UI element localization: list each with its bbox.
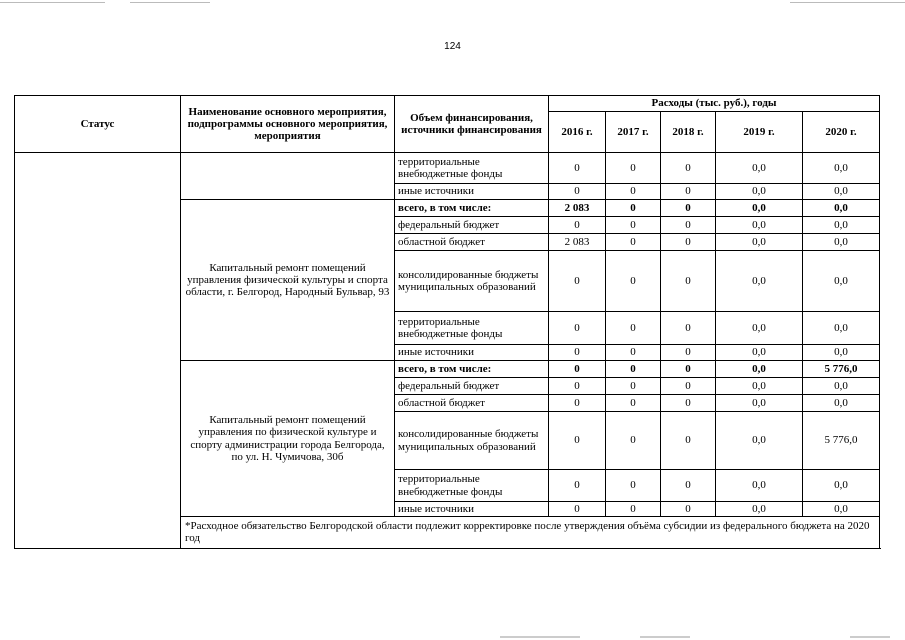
- value-cell: 0: [606, 502, 661, 517]
- value-cell: 0,0: [716, 378, 803, 395]
- source-cell: областной бюджет: [395, 234, 549, 251]
- value-cell: 0: [606, 361, 661, 378]
- activity-name: Капитальный ремонт помещений управления по физической культуре и спорту администрации города Белгорода, по ул. Н. Чумичова, 30б: [181, 361, 395, 517]
- value-cell: 0,0: [716, 412, 803, 470]
- source-cell: иные источники: [395, 345, 549, 361]
- value-cell: 0: [549, 345, 606, 361]
- value-cell: 0,0: [716, 234, 803, 251]
- value-cell: 0: [606, 234, 661, 251]
- value-cell: 0: [606, 345, 661, 361]
- source-cell: федеральный бюджет: [395, 217, 549, 234]
- header-expenses: Расходы (тыс. руб.), годы: [549, 96, 880, 112]
- value-cell: 0,0: [803, 234, 880, 251]
- value-cell: 0: [606, 153, 661, 184]
- value-cell: 0: [661, 412, 716, 470]
- value-cell: 0: [606, 217, 661, 234]
- activity-name: [181, 153, 395, 200]
- scan-edge-line: [130, 2, 210, 3]
- source-cell: федеральный бюджет: [395, 378, 549, 395]
- value-cell: 0: [661, 361, 716, 378]
- value-cell: 0,0: [716, 502, 803, 517]
- value-cell: 0,0: [716, 470, 803, 502]
- value-cell: 0: [661, 395, 716, 412]
- source-cell: областной бюджет: [395, 395, 549, 412]
- source-cell: территориальные внебюджетные фонды: [395, 153, 549, 184]
- value-cell: 0: [661, 251, 716, 312]
- value-cell: 0: [606, 470, 661, 502]
- value-cell: 0,0: [803, 378, 880, 395]
- value-cell: 0: [549, 361, 606, 378]
- scan-edge-line: [0, 2, 105, 3]
- activity-name: Капитальный ремонт помещений управления физической культуры и спорта области, г. Белгород, Народный Бульвар, 93: [181, 200, 395, 361]
- table-row: [15, 153, 880, 184]
- value-cell: 0: [661, 345, 716, 361]
- value-cell: 0,0: [803, 251, 880, 312]
- value-cell: 0,0: [803, 200, 880, 217]
- value-cell: 2 083: [549, 234, 606, 251]
- value-cell: 0: [661, 153, 716, 184]
- value-cell: 0,0: [803, 153, 880, 184]
- footnote: *Расходное обязательство Белгородской области подлежит корректировке после утверждения объёма субсидии из федерального бюджета на 2020 год: [181, 517, 880, 549]
- value-cell: 0: [549, 502, 606, 517]
- value-cell: 2 083: [549, 200, 606, 217]
- source-cell: иные источники: [395, 502, 549, 517]
- value-cell: 0,0: [803, 312, 880, 345]
- value-cell: 0,0: [803, 395, 880, 412]
- source-cell: всего, в том числе:: [395, 200, 549, 217]
- value-cell: 0: [549, 378, 606, 395]
- value-cell: 0,0: [803, 470, 880, 502]
- value-cell: 0: [549, 395, 606, 412]
- source-cell: консолидированные бюджеты муниципальных образований: [395, 412, 549, 470]
- value-cell: 0,0: [803, 502, 880, 517]
- value-cell: 0: [661, 200, 716, 217]
- status-cell: [15, 153, 181, 549]
- source-cell: территориальные внебюджетные фонды: [395, 470, 549, 502]
- value-cell: 0,0: [803, 345, 880, 361]
- header-year: 2018 г.: [661, 112, 716, 153]
- source-cell: территориальные внебюджетные фонды: [395, 312, 549, 345]
- expenses-table: [14, 95, 880, 549]
- header-source: Объем финансирования, источники финансирования: [395, 96, 549, 153]
- value-cell: 0: [606, 378, 661, 395]
- source-cell: консолидированные бюджеты муниципальных образований: [395, 251, 549, 312]
- value-cell: 0,0: [716, 395, 803, 412]
- value-cell: 0,0: [716, 217, 803, 234]
- value-cell: 0: [549, 412, 606, 470]
- scan-edge-line: [640, 636, 690, 638]
- value-cell: 0: [661, 217, 716, 234]
- value-cell: 5 776,0: [803, 412, 880, 470]
- value-cell: 0: [661, 470, 716, 502]
- value-cell: 0: [661, 312, 716, 345]
- value-cell: 0: [606, 395, 661, 412]
- source-cell: иные источники: [395, 184, 549, 200]
- source-cell: всего, в том числе:: [395, 361, 549, 378]
- value-cell: 5 776,0: [803, 361, 880, 378]
- value-cell: 0: [606, 251, 661, 312]
- header-status: Статус: [15, 96, 181, 153]
- value-cell: 0: [549, 217, 606, 234]
- header-name: Наименование основного мероприятия, подпрограммы основного мероприятия, мероприятия: [181, 96, 395, 153]
- header-year: 2020 г.: [803, 112, 880, 153]
- header-year: 2019 г.: [716, 112, 803, 153]
- value-cell: 0,0: [716, 312, 803, 345]
- header-year: 2016 г.: [549, 112, 606, 153]
- page-number: 124: [444, 41, 461, 52]
- value-cell: 0: [606, 184, 661, 200]
- scan-edge-line: [850, 636, 890, 638]
- value-cell: 0: [549, 312, 606, 345]
- value-cell: 0: [606, 412, 661, 470]
- value-cell: 0: [661, 378, 716, 395]
- value-cell: 0: [661, 184, 716, 200]
- value-cell: 0: [549, 153, 606, 184]
- scan-edge-line: [500, 636, 580, 638]
- value-cell: 0: [606, 200, 661, 217]
- value-cell: 0: [549, 184, 606, 200]
- scan-edge-line: [790, 2, 905, 3]
- value-cell: 0: [549, 470, 606, 502]
- header-year: 2017 г.: [606, 112, 661, 153]
- value-cell: 0,0: [716, 361, 803, 378]
- value-cell: 0,0: [716, 153, 803, 184]
- value-cell: 0,0: [716, 345, 803, 361]
- value-cell: 0,0: [803, 217, 880, 234]
- value-cell: 0,0: [803, 184, 880, 200]
- value-cell: 0,0: [716, 200, 803, 217]
- value-cell: 0: [549, 251, 606, 312]
- value-cell: 0,0: [716, 251, 803, 312]
- value-cell: 0: [661, 234, 716, 251]
- value-cell: 0: [661, 502, 716, 517]
- value-cell: 0: [606, 312, 661, 345]
- value-cell: 0,0: [716, 184, 803, 200]
